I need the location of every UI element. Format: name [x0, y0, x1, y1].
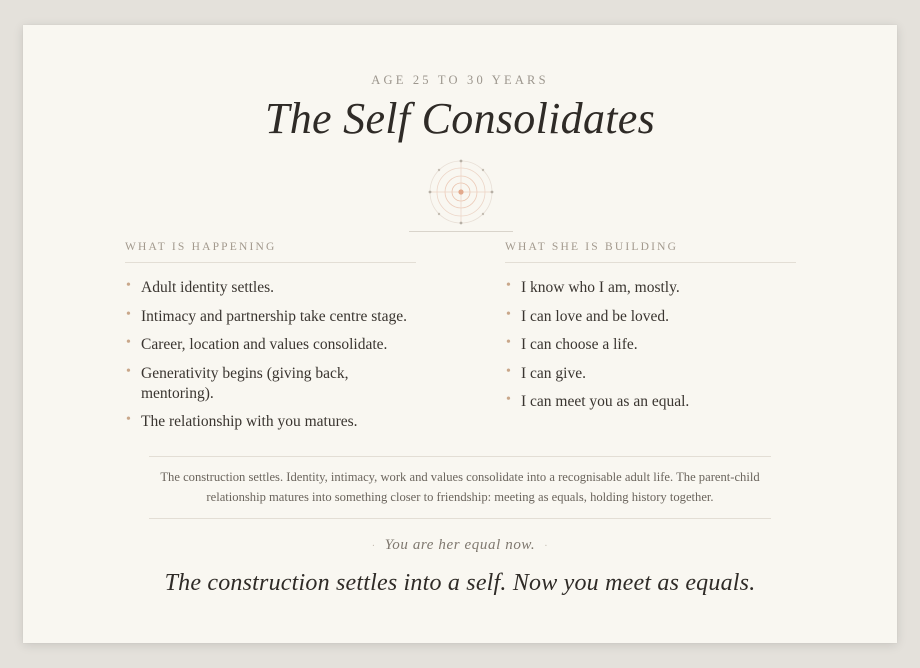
- list-item: • I can choose a life.: [506, 335, 638, 353]
- bullet-icon: •: [126, 363, 131, 379]
- bullet-icon: •: [506, 363, 511, 379]
- title-divider: [409, 231, 513, 232]
- list-item: • I can give.: [506, 363, 586, 382]
- concentric-target-icon: [426, 157, 496, 227]
- what-is-happening-column: [125, 241, 416, 441]
- bullet-icon: •: [506, 335, 511, 350]
- list-item: • Generativity begins (giving back, mentoring).: [126, 363, 349, 402]
- list-item: • Career, location and values consolidate.: [126, 335, 388, 353]
- bullet-icon: •: [506, 392, 511, 407]
- bullet-icon: •: [126, 335, 131, 350]
- summary-paragraph: The construction settles. Identity, intimacy, work and values consolidate into a recognisable adult life. The parent-child relationship matures into something closer to friendship: meeting as equals, holding history together.: [149, 456, 771, 519]
- list-item: • I can love and be loved.: [506, 306, 670, 325]
- bullet-icon: •: [506, 278, 511, 293]
- column-heading: WHAT SHE IS BUILDING: [505, 241, 796, 263]
- bullet-icon: •: [126, 278, 131, 293]
- what-she-is-building-column: [505, 241, 796, 421]
- ornament-dot-icon: ·: [544, 541, 549, 552]
- bullet-icon: •: [506, 306, 511, 322]
- list-item: • I know who I am, mostly.: [506, 278, 680, 296]
- column-heading: WHAT IS HAPPENING: [125, 241, 416, 263]
- happening-list: [125, 278, 416, 432]
- tagline-text: You are her equal now.: [384, 537, 536, 553]
- closing-statement: The construction settles into a self. Now you meet as equals.: [164, 570, 756, 596]
- building-list: [505, 278, 796, 412]
- list-item: • I can meet you as an equal.: [506, 392, 690, 410]
- list-item: • Intimacy and partnership take centre stage.: [126, 306, 407, 325]
- ornament-dot-icon: ·: [371, 541, 376, 552]
- list-item: • Adult identity settles.: [126, 278, 275, 296]
- tagline: [23, 537, 897, 554]
- list-item: • The relationship with you matures.: [126, 412, 358, 430]
- bullet-icon: •: [126, 412, 131, 427]
- age-range-label: AGE 25 TO 30 YEARS: [371, 73, 549, 87]
- page-title: The Self Consolidates: [264, 94, 656, 143]
- content-card: [23, 25, 897, 643]
- bullet-icon: •: [126, 306, 131, 322]
